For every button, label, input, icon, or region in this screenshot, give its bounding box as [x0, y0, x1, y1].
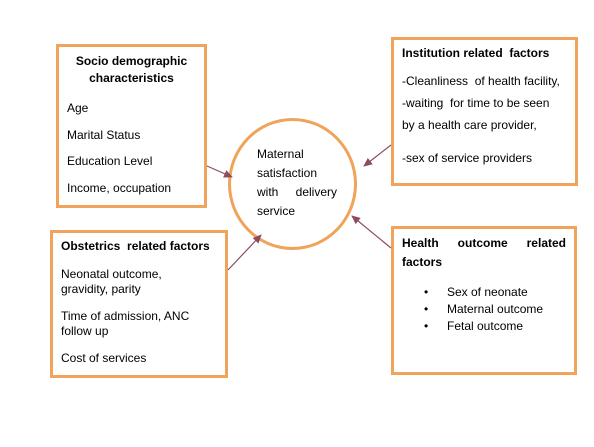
center-text-line3: with delivery [257, 185, 337, 199]
socio-item-marital-status: Marital Status [67, 128, 141, 142]
obstetrics-item-admission-time: Time of admission, ANC [61, 309, 190, 323]
arrow-obstetrics-to-center [228, 235, 261, 270]
socio-item-income-occupation: Income, occupation [67, 181, 172, 195]
institution-item-cleanliness: -Cleanliness of health facility, [402, 74, 560, 88]
arrow-health-to-center [352, 216, 391, 248]
obstetrics-item-neonatal-outcome: Neonatal outcome, [61, 267, 162, 281]
obstetrics-item-cost-of-services: Cost of services [61, 351, 147, 365]
institution-factors-title: Institution related factors [402, 46, 550, 60]
institution-item-sex-of-providers: -sex of service providers [402, 151, 533, 165]
health-outcome-factors-box [391, 226, 577, 375]
obstetrics-item-anc-follow-up: follow up [61, 324, 109, 338]
socio-demographic-title: Socio demographic characteristics [75, 54, 188, 85]
socio-item-education-level: Education Level [67, 154, 153, 168]
health-outcome-title-line2: factors [402, 255, 443, 269]
health-item-fetal-outcome: Fetal outcome [447, 319, 524, 333]
health-outcome-title: Health outcome related [402, 236, 566, 250]
bullet-icon: • [424, 319, 429, 333]
center-text-line1: Maternal [257, 147, 304, 161]
institution-item-waiting-time-cont: by a health care provider, [402, 118, 537, 132]
obstetrics-item-gravidity-parity: gravidity, parity [61, 282, 141, 296]
health-item-sex-of-neonate: Sex of neonate [447, 285, 528, 299]
maternal-satisfaction-circle [228, 118, 357, 250]
socio-demographic-box [56, 44, 207, 208]
obstetrics-factors-box [50, 230, 228, 378]
bullet-icon: • [424, 302, 429, 316]
center-text-line2: satisfaction [257, 166, 318, 180]
health-item-maternal-outcome: Maternal outcome [447, 302, 544, 316]
socio-item-age: Age [67, 101, 89, 115]
bullet-icon: • [424, 285, 429, 299]
institution-factors-box [391, 37, 578, 186]
institution-item-waiting-time: -waiting for time to be seen [402, 96, 550, 110]
obstetrics-factors-title: Obstetrics related factors [61, 239, 210, 253]
arrow-institution-to-center [364, 145, 391, 166]
center-text-line4: service [257, 204, 296, 218]
